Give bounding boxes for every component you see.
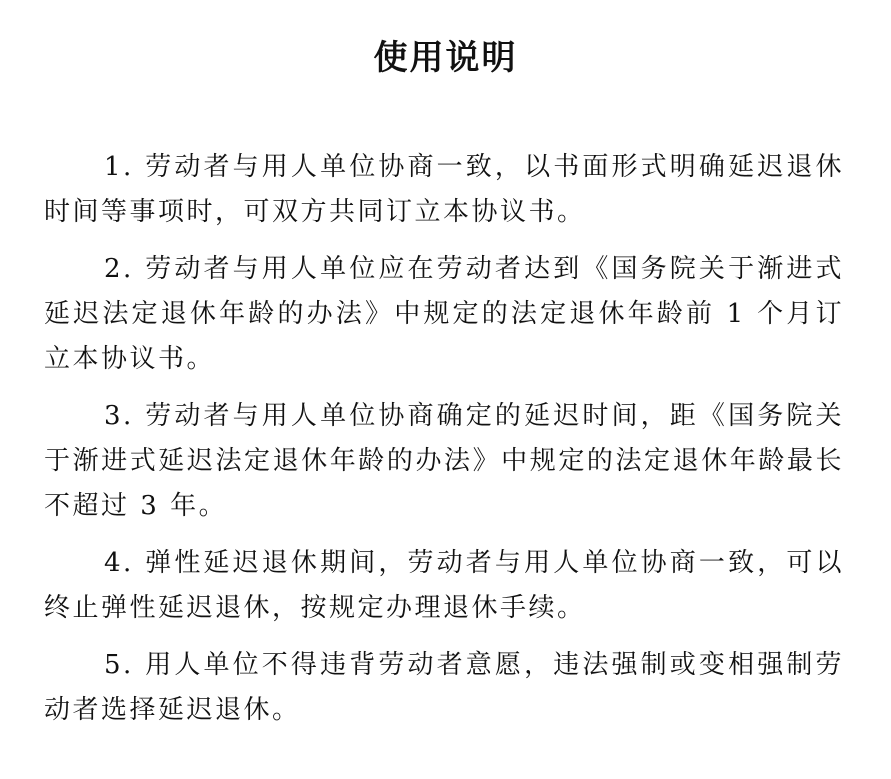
clause-5: 5. 用人单位不得违背劳动者意愿，违法强制或变相强制劳动者选择延迟退休。 <box>44 650 844 725</box>
clause-4: 4. 弹性延迟退休期间，劳动者与用人单位协商一致，可以终止弹性延迟退休，按规定办理退休手续。 <box>44 548 844 623</box>
instructions-body <box>44 145 844 745</box>
clause-2: 2. 劳动者与用人单位应在劳动者达到《国务院关于渐进式延迟法定退休年龄的办法》中规定的法定退休年龄前 1 个月订立本协议书。 <box>44 254 844 374</box>
clause-1: 1. 劳动者与用人单位协商一致，以书面形式明确延迟退休时间等事项时，可双方共同订立本协议书。 <box>44 152 844 227</box>
clause-3: 3. 劳动者与用人单位协商确定的延迟时间，距《国务院关于渐进式延迟法定退休年龄的办法》中规定的法定退休年龄最长不超过 3 年。 <box>44 401 844 521</box>
page-title: 使用说明 <box>373 38 518 78</box>
